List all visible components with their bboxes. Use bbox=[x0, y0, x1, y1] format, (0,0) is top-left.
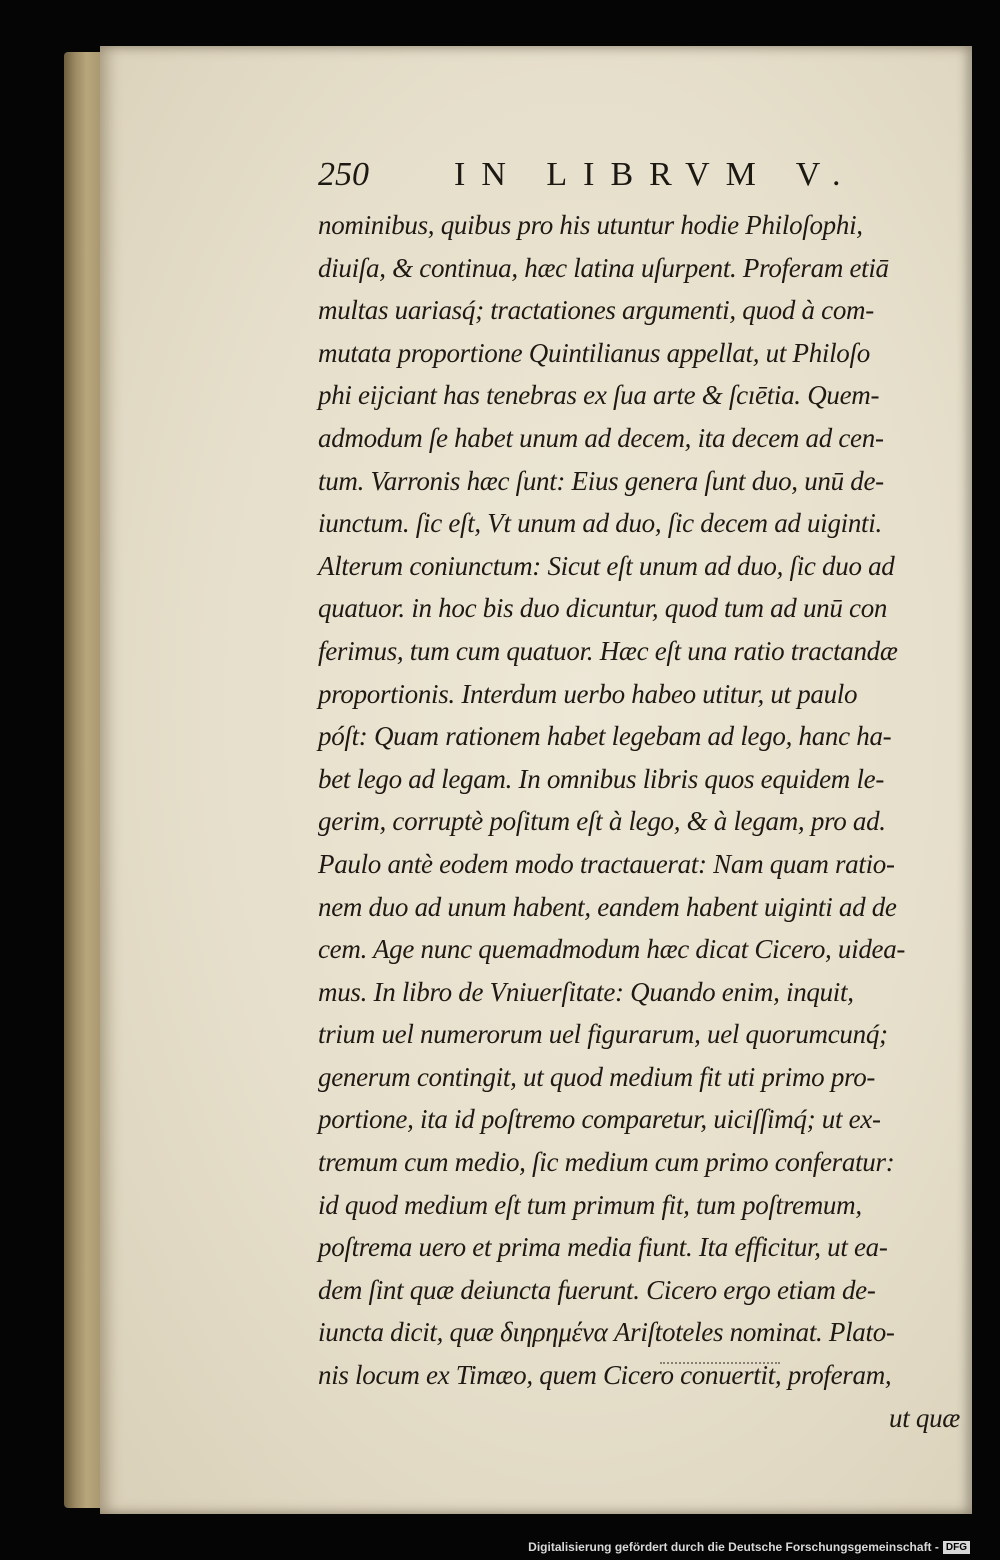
text-line: mutata proportione Quintilianus appellat, ut Philoſo bbox=[318, 337, 870, 368]
text-line: quatuor. in hoc bis duo dicuntur, quod tum ad unū con bbox=[318, 593, 888, 624]
text-line: tremum cum medio, ſic medium cum primo conferatur: bbox=[318, 1147, 895, 1178]
text-line: generum contingit, ut quod medium fit uti primo pro- bbox=[318, 1061, 876, 1092]
running-head: IN LIBRVM V. bbox=[454, 156, 857, 193]
text-line: Paulo antè eodem modo tractauerat: Nam quam ratio- bbox=[318, 848, 895, 879]
text-line: tum. Varronis hæc ſunt: Eius genera ſunt duo, unū de- bbox=[318, 465, 884, 496]
text-line: gerim, corruptè poſitum eſt à lego, & à legam, pro ad. bbox=[318, 806, 886, 837]
text-line: iuncta dicit, quæ διηρημένα Ariſtoteles nominat. Plato- bbox=[318, 1317, 895, 1348]
text-line: multas uariasq́; tractationes argumenti, quod à com- bbox=[318, 295, 874, 326]
text-line: trium uel numerorum uel figurarum, uel quorumcunq́; bbox=[318, 1019, 888, 1050]
text-line: mus. In libro de Vniuerſitate: Quando enim, inquit, bbox=[318, 976, 854, 1007]
page-smudge-mark bbox=[660, 1362, 780, 1364]
text-line: Alterum coniunctum: Sicut eſt unum ad duo, ſic duo ad bbox=[318, 550, 895, 581]
text-line: phi eijciant has tenebras ex ſua arte & ſcıētia. Quem- bbox=[318, 380, 880, 411]
text-line: diuiſa, & continua, hæc latina uſurpent. Proferam etiā bbox=[318, 252, 889, 283]
text-line: poſtrema uero et prima media fiunt. Ita efficitur, ut ea- bbox=[318, 1232, 888, 1263]
body-text bbox=[318, 204, 968, 1439]
page-header bbox=[318, 156, 958, 202]
text-line: nominibus, quibus pro his utuntur hodie Philoſophi, bbox=[318, 210, 863, 240]
catchword: ut quæ bbox=[889, 1402, 960, 1433]
text-line: iunctum. ſic eſt, Vt unum ad duo, ſic decem ad uiginti. bbox=[318, 508, 882, 539]
text-line: póſt: Quam rationem habet legebam ad lego, hanc ha- bbox=[318, 721, 892, 752]
text-line: dem ſint quæ deiuncta fuerunt. Cicero ergo etiam de- bbox=[318, 1274, 876, 1305]
text-line: admodum ſe habet unum ad decem, ita decem ad cen- bbox=[318, 422, 884, 453]
digitization-credit bbox=[528, 1540, 970, 1554]
text-line: ferimus, tum cum quatuor. Hæc eſt una ratio tractandæ bbox=[318, 635, 898, 666]
text-line: cem. Age nunc quemadmodum hæc dicat Cicero, uidea- bbox=[318, 934, 906, 965]
text-line: id quod medium eſt tum primum fit, tum poſtremum, bbox=[318, 1189, 862, 1220]
text-line: proportionis. Interdum uerbo habeo utitur, ut paulo bbox=[318, 678, 858, 709]
credit-text: Digitalisierung gefördert durch die Deutsche Forschungsgemeinschaft - bbox=[528, 1540, 939, 1554]
dfg-logo: DFG bbox=[943, 1541, 970, 1554]
text-line: portione, ita id poſtremo comparetur, uiciſſimq́; ut ex- bbox=[318, 1104, 881, 1135]
page-number: 250 bbox=[318, 156, 369, 193]
text-line: nis locum ex Timæo, quem Cicero conuertit, proferam, bbox=[318, 1360, 892, 1391]
text-line: bet lego ad legam. In omnibus libris quos equidem le- bbox=[318, 763, 885, 794]
book-page-edges bbox=[64, 52, 102, 1508]
text-line: nem duo ad unum habent, eandem habent uiginti ad de bbox=[318, 891, 897, 922]
